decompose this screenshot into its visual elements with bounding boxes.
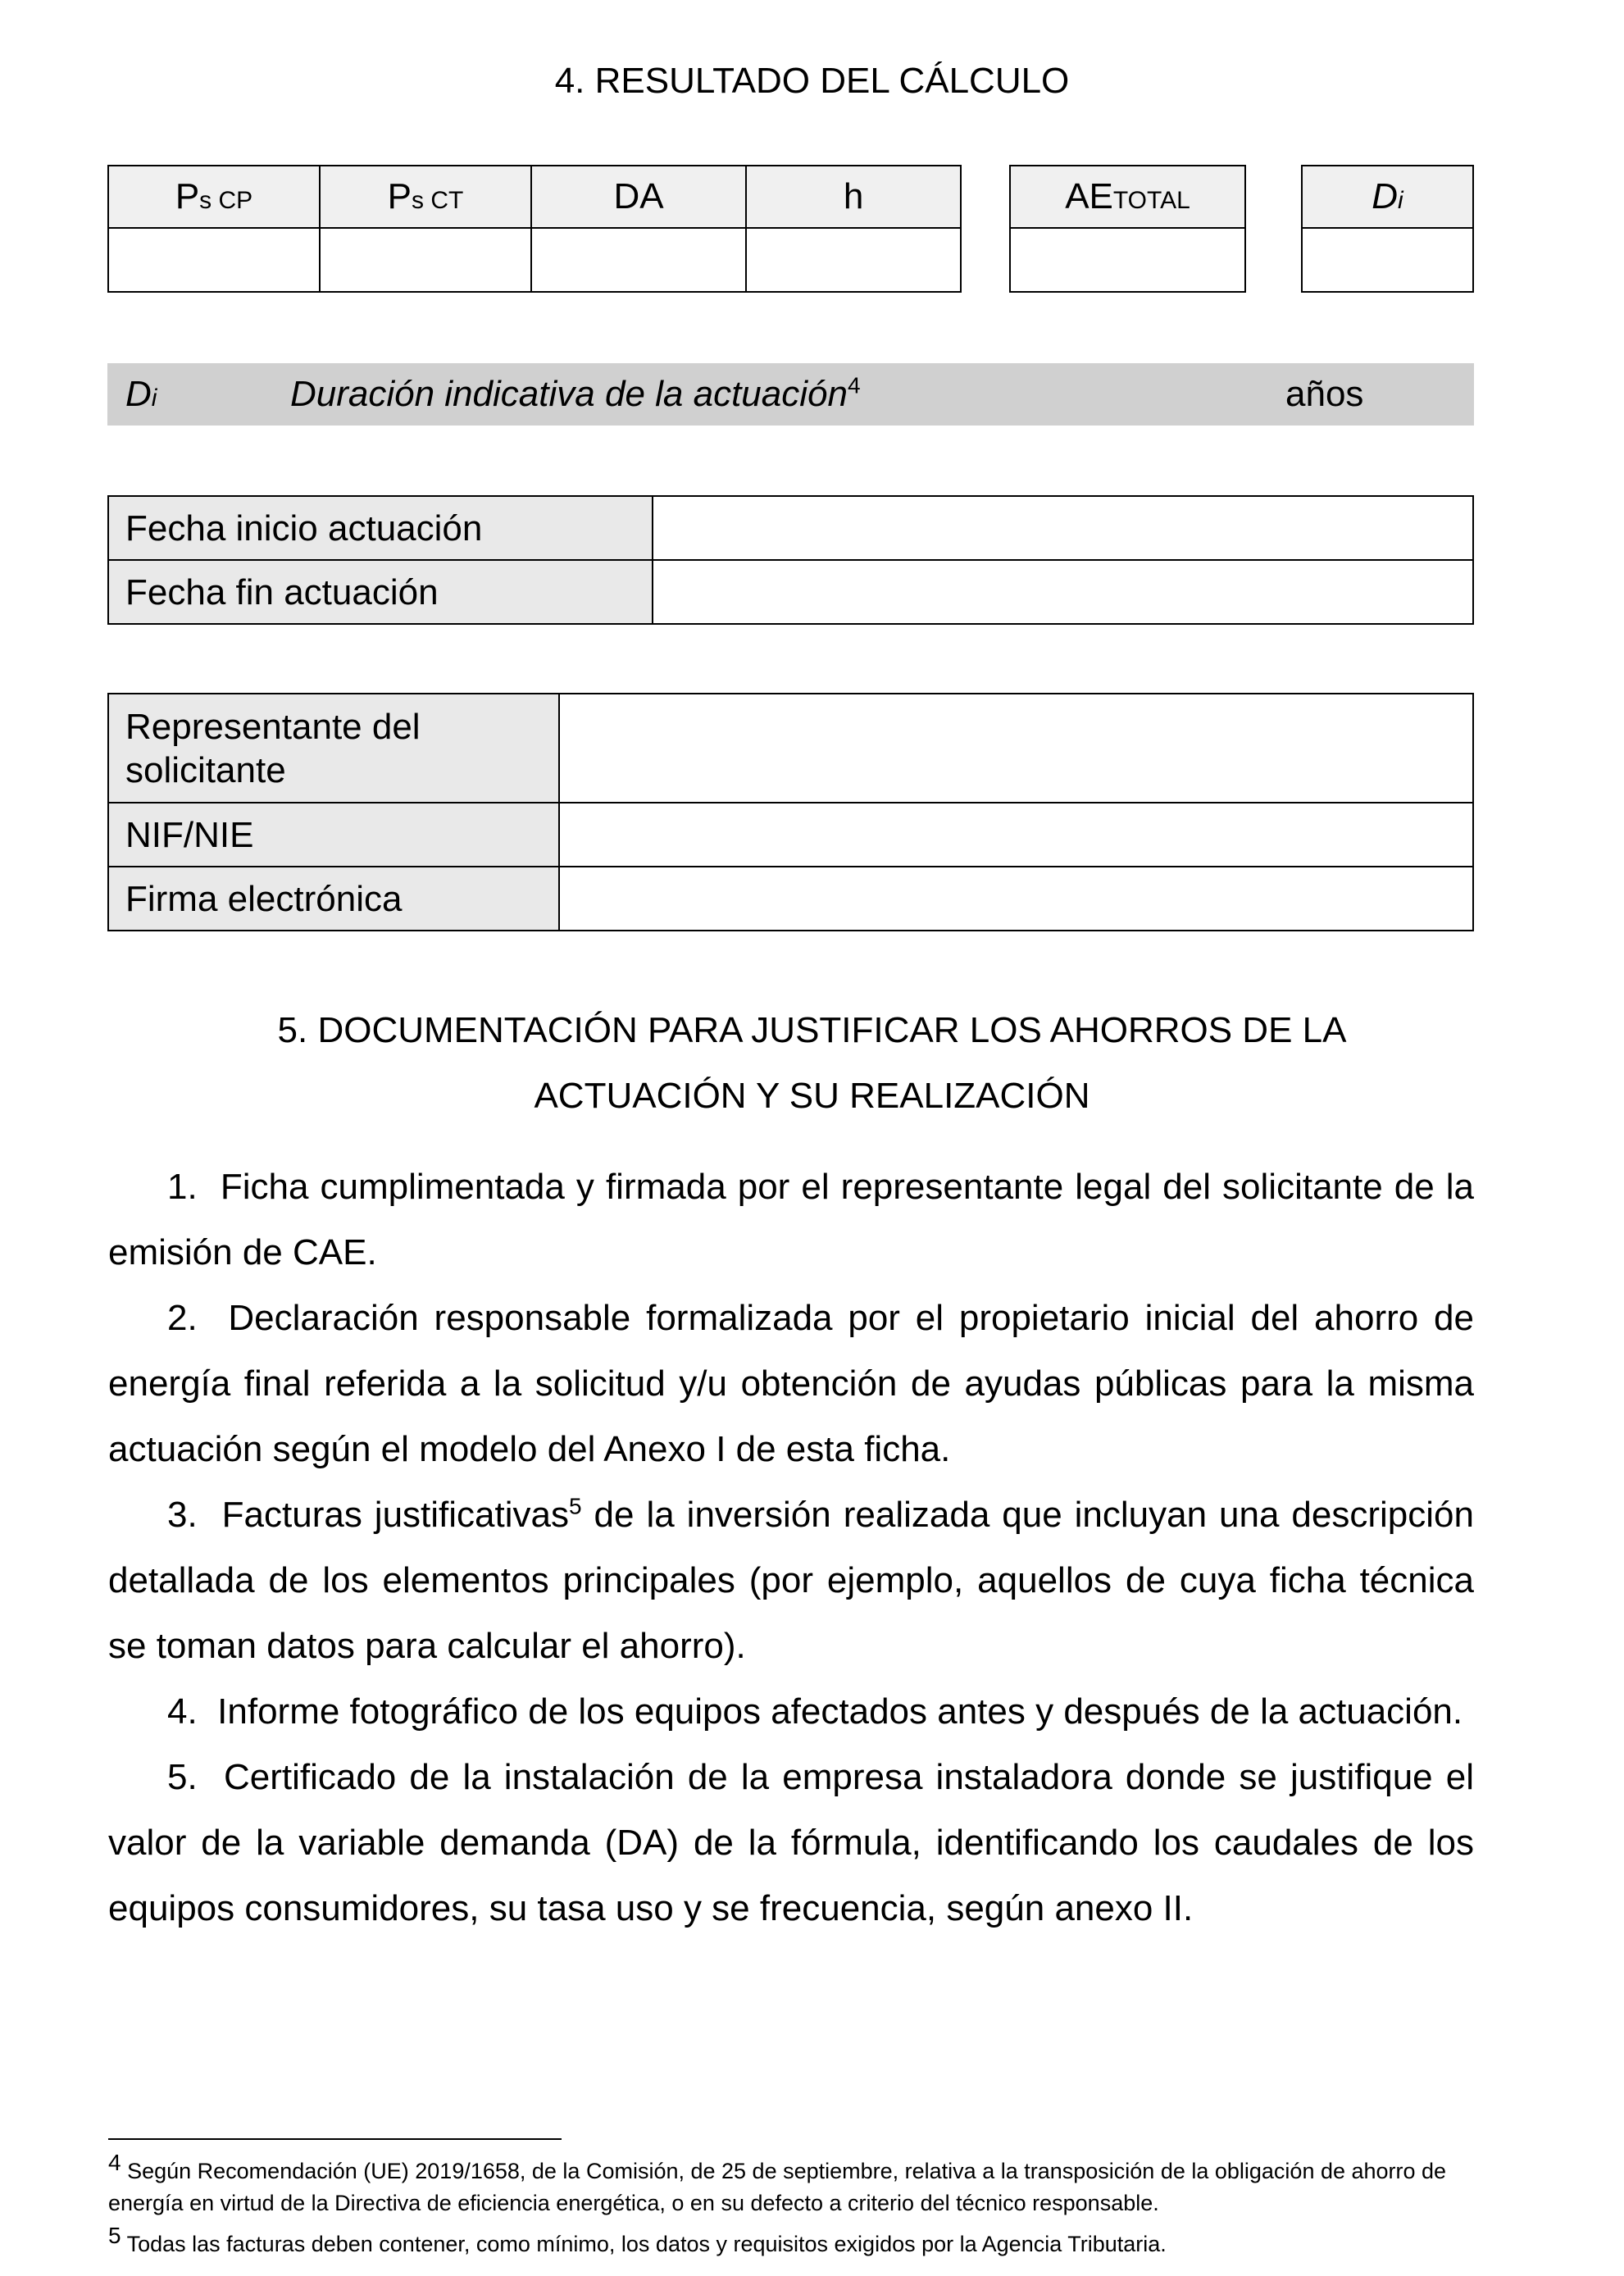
value-di[interactable] [1302,228,1473,292]
list-item: 2. Declaración responsable formalizada por el propietario inicial del ahorro de energía final referida a la solicitud y/u obtención de ayudas públicas para la misma actuación según el modelo del Anexo I de esta ficha. [108,1298,1474,1469]
value-h[interactable] [746,228,961,292]
list-item: 4. Informe fotográfico de los equipos afectados antes y después de la actuación. [167,1691,1463,1732]
nif-label: NIF/NIE [108,803,559,867]
duration-label: Duración indicativa de la actuación$^4$ [290,372,861,414]
duration-bar [107,363,1474,426]
header-da: DA [531,166,746,228]
document-list [108,1154,1474,1941]
signature-label: Firma electrónica [108,867,559,931]
representative-field[interactable] [559,694,1473,803]
value-da[interactable] [531,228,746,292]
value-ps-cp[interactable] [108,228,320,292]
dates-table [107,495,1474,625]
header-di: Di [1302,166,1473,228]
section-5-title: 5. DOCUMENTACIÓN PARA JUSTIFICAR LOS AHORROS DE LA ACTUACIÓN Y SU REALIZACIÓN [277,1010,1347,1116]
nif-field[interactable] [559,803,1473,867]
representative-table [107,693,1474,931]
representative-label: Representante del solicitante [108,694,559,803]
header-ps-cp: Ps CP [108,166,320,228]
value-ae-total[interactable] [1010,228,1245,292]
footnote-separator [108,2138,562,2140]
end-date-field[interactable] [653,560,1473,624]
end-date-label: Fecha fin actuación [108,560,653,624]
signature-field[interactable] [559,867,1473,931]
list-item: 1. Ficha cumplimentada y firmada por el representante legal del solicitante de la emisión de CAE. [108,1167,1475,1272]
section-4-title: 4. RESULTADO DEL CÁLCULO [554,61,1070,101]
header-h: h [746,166,961,228]
footnote-5: $^5$ Todas las facturas deben contener, como mínimo, los datos y requisitos exigidos por la Agencia Tributaria. [108,2223,1167,2256]
list-item: 5. Certificado de la instalación de la empresa instaladora donde se justifique el valor de la variable demanda (DA) de la fórmula, identificando los caudales de los equipos consumidores, su tasa uso y se frecuencia, según anexo II. [108,1757,1475,1928]
footnote-4: $^4$ Según Recomendación (UE) 2019/1658, de la Comisión, de 25 de septiembre, relativa a la transposición de la obligación de ahorro de energía en virtud de la Directiva de eficiencia energética, o en su defecto a criterio del técnico responsable. [108,2150,1447,2215]
result-table [107,165,962,293]
header-ps-ct: Ps CT [320,166,531,228]
start-date-label: Fecha inicio actuación [108,496,653,560]
start-date-field[interactable] [653,496,1473,560]
value-ps-ct[interactable] [320,228,531,292]
di-table [1301,165,1474,293]
header-ae-total: AETOTAL [1010,166,1245,228]
list-item: 3. Facturas justificativas$^5$ de la inversión realizada que incluyan una descripción detallada de los elementos principales (por ejemplo, aquellos de cuya ficha técnica se toman datos para calcular el ahorro). [108,1493,1474,1666]
ae-total-table [1009,165,1246,293]
duration-symbol: Di [125,374,157,414]
duration-unit: años [1285,374,1364,414]
